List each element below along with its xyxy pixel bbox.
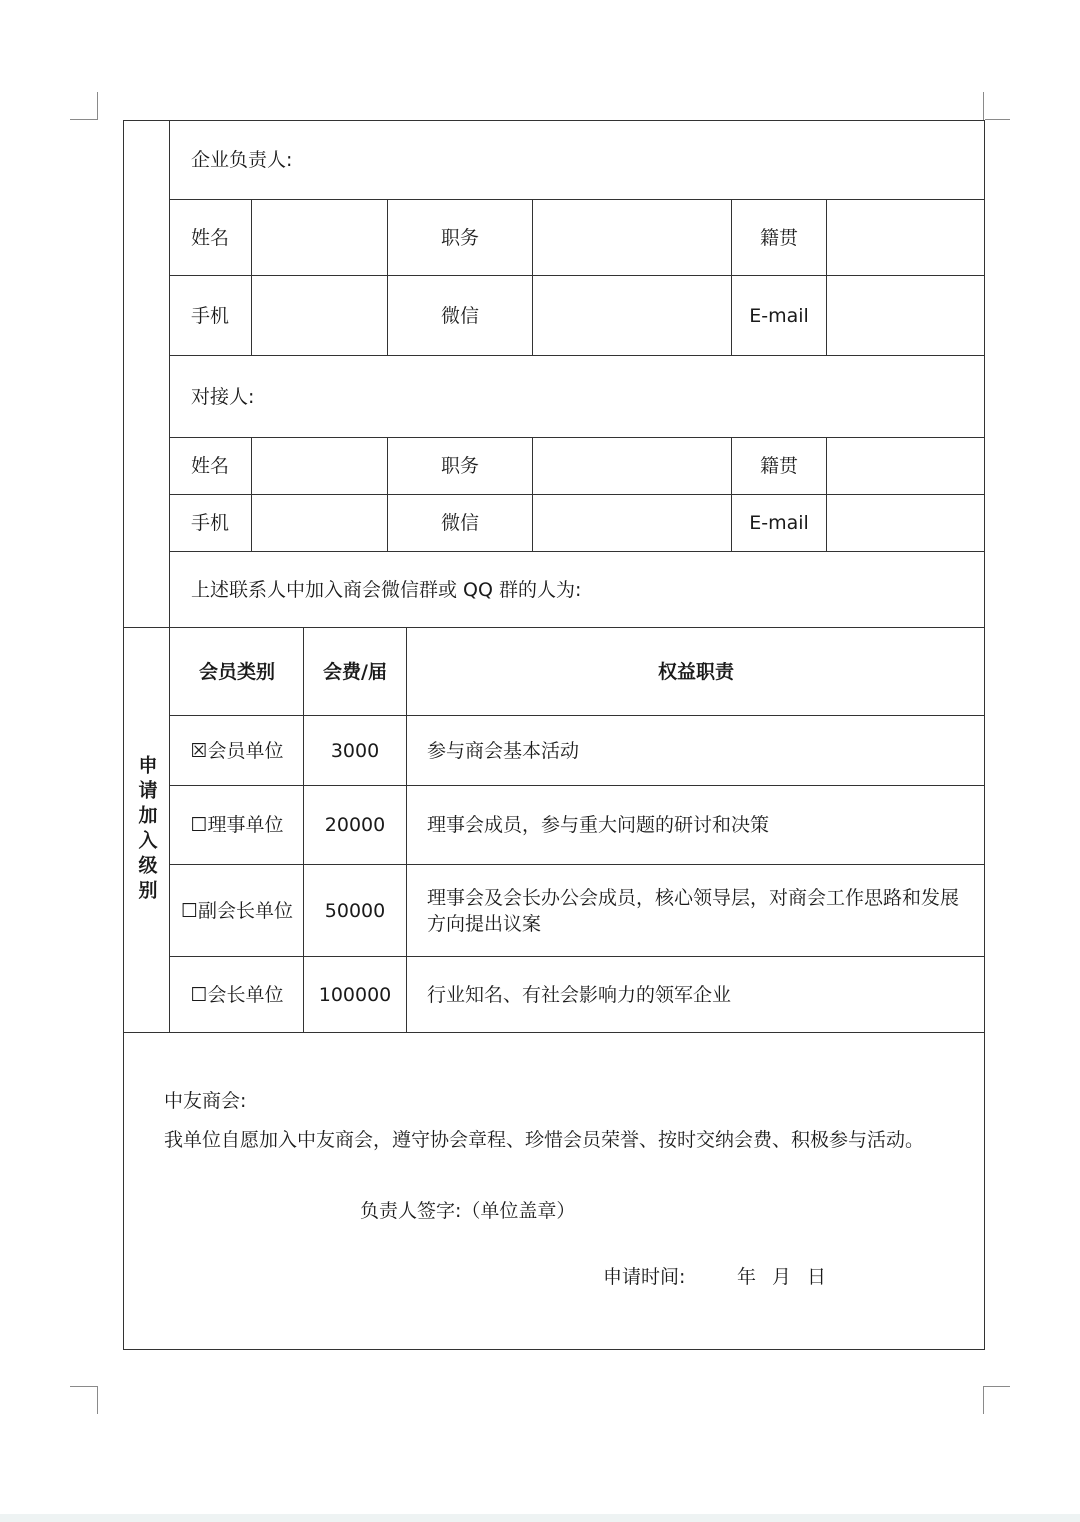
head-position-label: 职务	[440, 226, 479, 249]
crop-mark-bottom-left-v	[97, 1386, 98, 1414]
member-row-4-fee: 100000	[318, 983, 392, 1006]
col-line-3b	[532, 438, 533, 551]
rule-contact-label	[170, 437, 985, 438]
crop-mark-top-left-h	[70, 119, 98, 120]
declaration-signature: 负责人签字:（单位盖章）	[360, 1200, 576, 1222]
contact-label: 对接人:	[191, 385, 255, 408]
member-row-2-fee: 20000	[324, 814, 386, 836]
member-row-1-checkbox[interactable]: ☒	[190, 739, 208, 762]
member-row-3-category-text: 副会长单位	[198, 899, 294, 922]
rule-head-label	[170, 199, 985, 200]
member-row-4-category-text: 会长单位	[207, 983, 284, 1006]
declaration-date-label: 申请时间:	[603, 1266, 686, 1288]
contact-hometown-label: 籍贯	[759, 455, 798, 477]
contact-name-label: 姓名	[191, 455, 230, 477]
member-row-1-fee: 3000	[330, 739, 380, 762]
member-row-1-category-text: 会员单位	[207, 739, 284, 762]
header-rights: 权益职责	[657, 660, 734, 683]
header-category: 会员类别	[198, 660, 275, 683]
member-row-2-category[interactable]	[171, 786, 303, 864]
crop-mark-top-right-h	[985, 119, 1010, 120]
member-row-3-checkbox[interactable]: ☐	[180, 899, 199, 922]
bottom-strip	[0, 1514, 1080, 1522]
declaration-month: 月	[772, 1266, 792, 1288]
contact-position-label: 职务	[440, 455, 479, 477]
crop-mark-bottom-right-h	[983, 1386, 1010, 1387]
member-row-2-checkbox[interactable]: ☐	[190, 814, 208, 836]
rule-contact-row1	[170, 494, 985, 495]
member-row-3-rights: 理事会及会长办公会成员，核心领导层，对商会工作思路和发展方向提出议案	[427, 886, 960, 935]
member-row-3-rights-cell	[427, 865, 967, 956]
membership-side-label	[124, 628, 170, 1032]
member-rule-bottom	[123, 1032, 985, 1033]
declaration-day: 日	[807, 1266, 827, 1288]
col-line-1a	[251, 200, 252, 355]
declaration-year: 年	[737, 1266, 757, 1288]
col-line-5a	[826, 200, 827, 355]
member-row-1-category[interactable]	[171, 716, 303, 785]
contact-wechat-label: 微信	[440, 512, 479, 534]
col-line-1b	[251, 438, 252, 551]
crop-mark-bottom-left-h	[70, 1386, 98, 1387]
member-row-1-rights: 参与商会基本活动	[427, 739, 580, 762]
member-row-4-category[interactable]	[171, 957, 303, 1032]
crop-mark-top-left-v	[97, 92, 98, 120]
head-name-label: 姓名	[191, 226, 230, 249]
head-wechat-label: 微信	[440, 304, 479, 327]
head-email-label: E-mail	[749, 304, 809, 327]
head-hometown-label: 籍贯	[759, 226, 798, 249]
head-label: 企业负责人:	[191, 149, 293, 171]
member-row-2-rights: 理事会成员，参与重大问题的研讨和决策	[427, 814, 770, 836]
declaration-statement: 我单位自愿加入中友商会，遵守协会章程、珍惜会员荣誉、按时交纳会费、积极参与活动。	[164, 1129, 925, 1151]
header-fee: 会费/届	[323, 660, 387, 683]
rule-head-row1	[170, 275, 985, 276]
member-row-2-category-text: 理事单位	[207, 814, 284, 836]
contact-phone-label: 手机	[191, 512, 230, 534]
contact-email-label: E-mail	[749, 512, 809, 534]
head-phone-label: 手机	[191, 304, 230, 327]
col-line-5b	[826, 438, 827, 551]
member-row-3-fee: 50000	[324, 899, 386, 922]
member-row-3-category[interactable]	[171, 865, 303, 956]
crop-mark-bottom-right-v	[983, 1386, 984, 1414]
group-note: 上述联系人中加入商会微信群或 QQ 群的人为:	[191, 578, 582, 601]
col-line-3a	[532, 200, 533, 355]
crop-mark-top-right-v	[983, 92, 984, 120]
rule-head-row2	[170, 355, 985, 356]
member-row-4-rights: 行业知名、有社会影响力的领军企业	[427, 983, 732, 1006]
member-row-4-checkbox[interactable]: ☐	[190, 983, 208, 1006]
membership-side-label-text: 申请加入级别	[135, 755, 158, 905]
declaration-addressee: 中友商会:	[164, 1090, 247, 1112]
